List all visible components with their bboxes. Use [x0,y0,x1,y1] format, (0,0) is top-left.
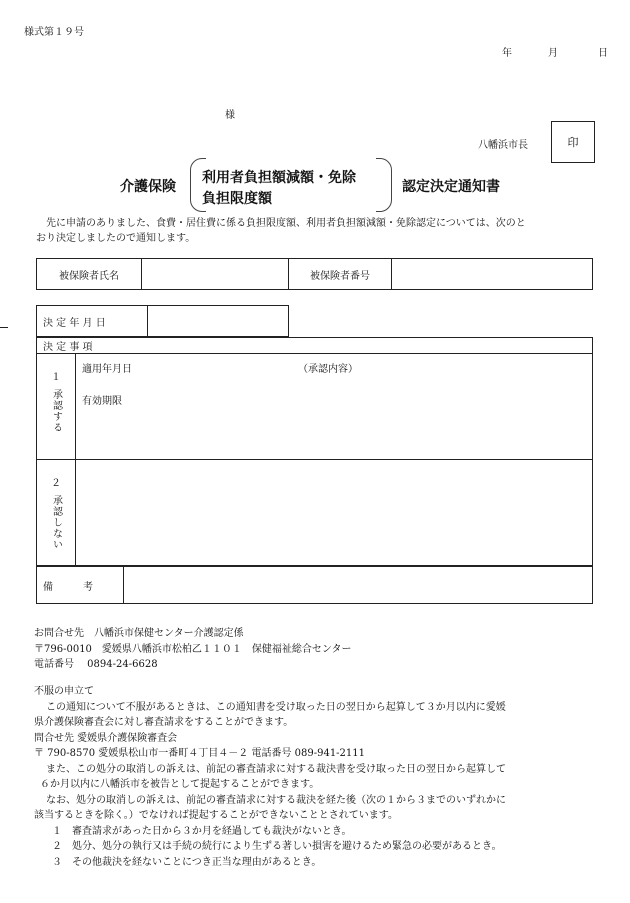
title-right: 認定決定通知書 [402,179,500,195]
date-day: 日 [598,48,608,59]
addressee-suffix: 様 [225,110,235,121]
issuer: 八幡浜市長 [478,140,528,151]
form-number: 様式第１９号 [24,27,84,38]
appeal-heading: 不服の申立て [34,686,94,697]
date-year: 年 [502,48,512,59]
approval-content-label: （承認内容） [298,364,358,375]
deny-content[interactable] [76,460,593,566]
decision-table [36,337,593,566]
approve-content[interactable] [76,354,593,460]
date-line [502,44,608,59]
name-label: 被保険者氏名 [37,259,142,290]
contact-line-2: 〒796-0010 愛媛県八幡浜市松柏乙１１０１ 保健福祉総合センター [34,643,352,655]
remarks-table [36,566,593,604]
deny-label: ２ 承認しない [37,460,76,566]
apply-date-label: 適用年月日 [82,364,132,375]
name-value[interactable] [142,259,289,290]
appeal-block: 不服の申立て この通知について不服があるときは、この通知書を受け取った日の翌日から起算して３か月以内に愛媛 県介護保険審査会に対し審査請求をすることができます。 問合せ先 愛媛県介護保険審査会 〒 790-8570 愛媛県松山市一番町４丁目４－２ 電話番号 089-941-2111 また、この処分の取消しの訴えは、前記の審査請求に対する裁決書を受け取った日の翌日から起算して ６か月以内に八幡浜市を被告として提起することができます。 なお、処分の取消しの訴えは、前記の審査請求に対する裁決を経た後（次の１から３までのいずれかに 該当するときを除く。）でなければ提起することができないこととされています。 １ 審査請求があった日から３か月を経過しても裁決がないとき。 ２ 処分、処分の執行又は手続の続行により生ずる著しい損害を避けるため緊急の必要があるとき。 ３ その他裁決を経ないことにつき正当な理由があるとき。 [34,684,506,870]
decision-date-label: 決 定 年 月 日 [37,306,148,337]
intro-text: 先に申請のありました、食費・居住費に係る負担限度額、利用者負担額減額・免除認定については、次のと おり決定しましたので通知します。 [36,218,526,244]
appeal-item: １ 審査請求があった日から３か月を経過しても裁決がないとき。 [52,825,352,837]
date-month: 月 [548,48,558,59]
insured-table [36,258,593,290]
title-middle-2: 負担限度額 [202,191,272,207]
remarks-value[interactable] [124,567,593,604]
contact-block [34,626,352,673]
validity-label: 有効期限 [82,396,122,407]
appeal-item: ２ 処分、処分の執行又は手続の続行により生ずる著しい損害を避けるため緊急の必要があるとき。 [52,841,502,852]
title-middle-1: 利用者負担額減額・免除 [202,170,356,186]
decision-header: 決 定 事 項 [37,338,593,354]
decision-date-table [36,305,289,337]
decision-date-value[interactable] [148,306,289,337]
seal-box: 印 [551,121,595,163]
approve-label: １ 承認する [37,354,76,460]
title-left: 介護保険 [120,179,176,195]
appeal-inquiry: 問合せ先 愛媛県介護保険審査会 [34,732,178,744]
number-label: 被保険者番号 [289,259,392,290]
contact-line-1: お問合せ先 八幡浜市保健センター介護認定係 [34,628,244,639]
contact-line-3: 電話番号 0894-24-6628 [34,659,158,670]
number-value[interactable] [392,259,593,290]
remarks-label: 備 考 [37,567,124,604]
appeal-address: 〒 790-8570 愛媛県松山市一番町４丁目４－２ 電話番号 089-941-2111 [34,748,366,759]
appeal-item: ３ その他裁決を経ないことにつき正当な理由があるとき。 [52,856,322,868]
